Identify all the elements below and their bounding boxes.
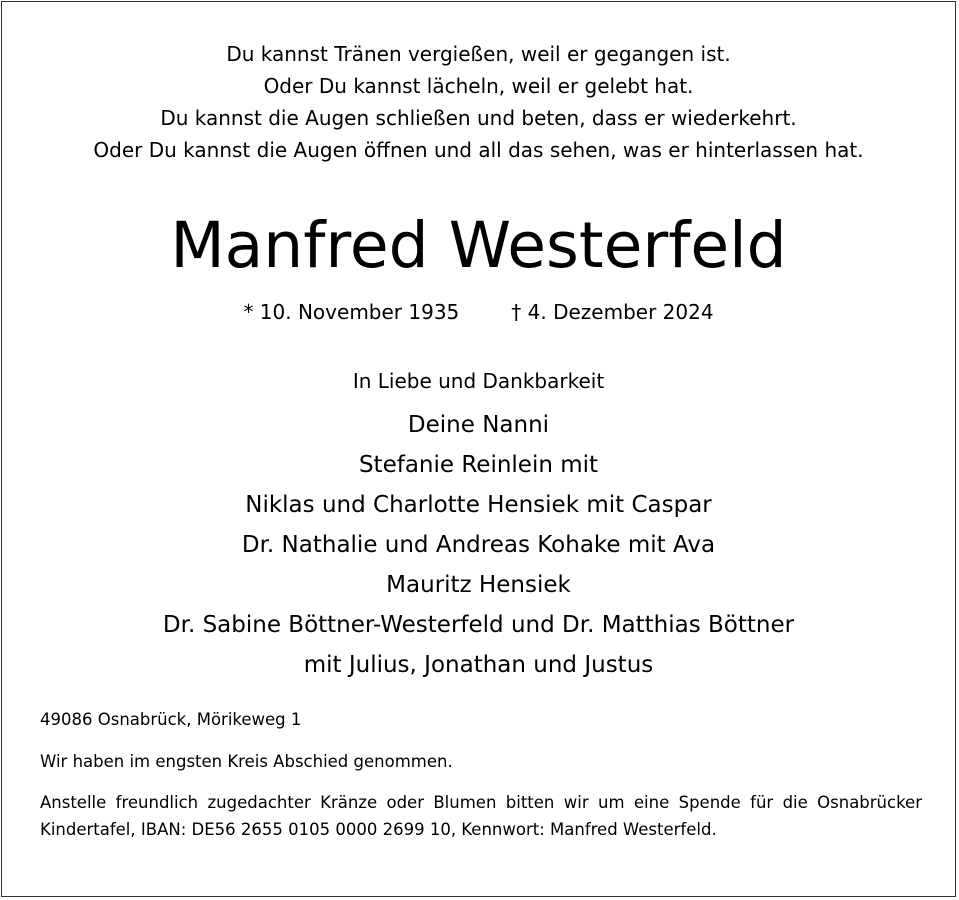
birth-date: * 10. November 1935 <box>243 300 460 324</box>
poem-line: Du kannst die Augen schließen und beten, dass er wiederkehrt. <box>160 106 797 130</box>
poem-line: Du kannst Tränen vergießen, weil er gegangen ist. <box>226 42 731 66</box>
life-dates <box>2 298 955 326</box>
obituary-notice <box>1 1 956 897</box>
poem-line: Oder Du kannst die Augen öffnen und all das sehen, was er hinterlassen hat. <box>93 138 864 162</box>
address: 49086 Osnabrück, Mörikeweg 1 <box>40 710 302 729</box>
mourner-line: Dr. Nathalie und Andreas Kohake mit Ava <box>241 532 716 558</box>
poem <box>2 38 955 166</box>
mourner-line: Dr. Sabine Böttner-Westerfeld und Dr. Matthias Böttner <box>162 612 795 638</box>
mourners-list <box>2 405 955 685</box>
farewell-note: Wir haben im engsten Kreis Abschied genommen. <box>40 752 453 771</box>
donation-note: Anstelle freundlich zugedachter Kränze oder Blumen bitten wir um eine Spende für die Osnabrücker Kindertafel, IBAN: DE56 2655 0105 0000 2699 10, Kennwort: Manfred Westerfeld. <box>40 793 922 839</box>
mourner-line: Mauritz Hensiek <box>386 572 571 598</box>
poem-line: Oder Du kannst lächeln, weil er gelebt hat. <box>263 74 694 98</box>
mourner-line: Niklas und Charlotte Hensiek mit Caspar <box>245 492 712 518</box>
mourner-line: Deine Nanni <box>407 412 550 438</box>
mourner-line: mit Julius, Jonathan und Justus <box>303 652 654 678</box>
deceased-name: Manfred Westerfeld <box>170 209 787 282</box>
mourner-line: Stefanie Reinlein mit <box>358 452 599 478</box>
mourners-intro: In Liebe und Dankbarkeit <box>352 369 605 393</box>
death-date: † 4. Dezember 2024 <box>511 300 714 324</box>
